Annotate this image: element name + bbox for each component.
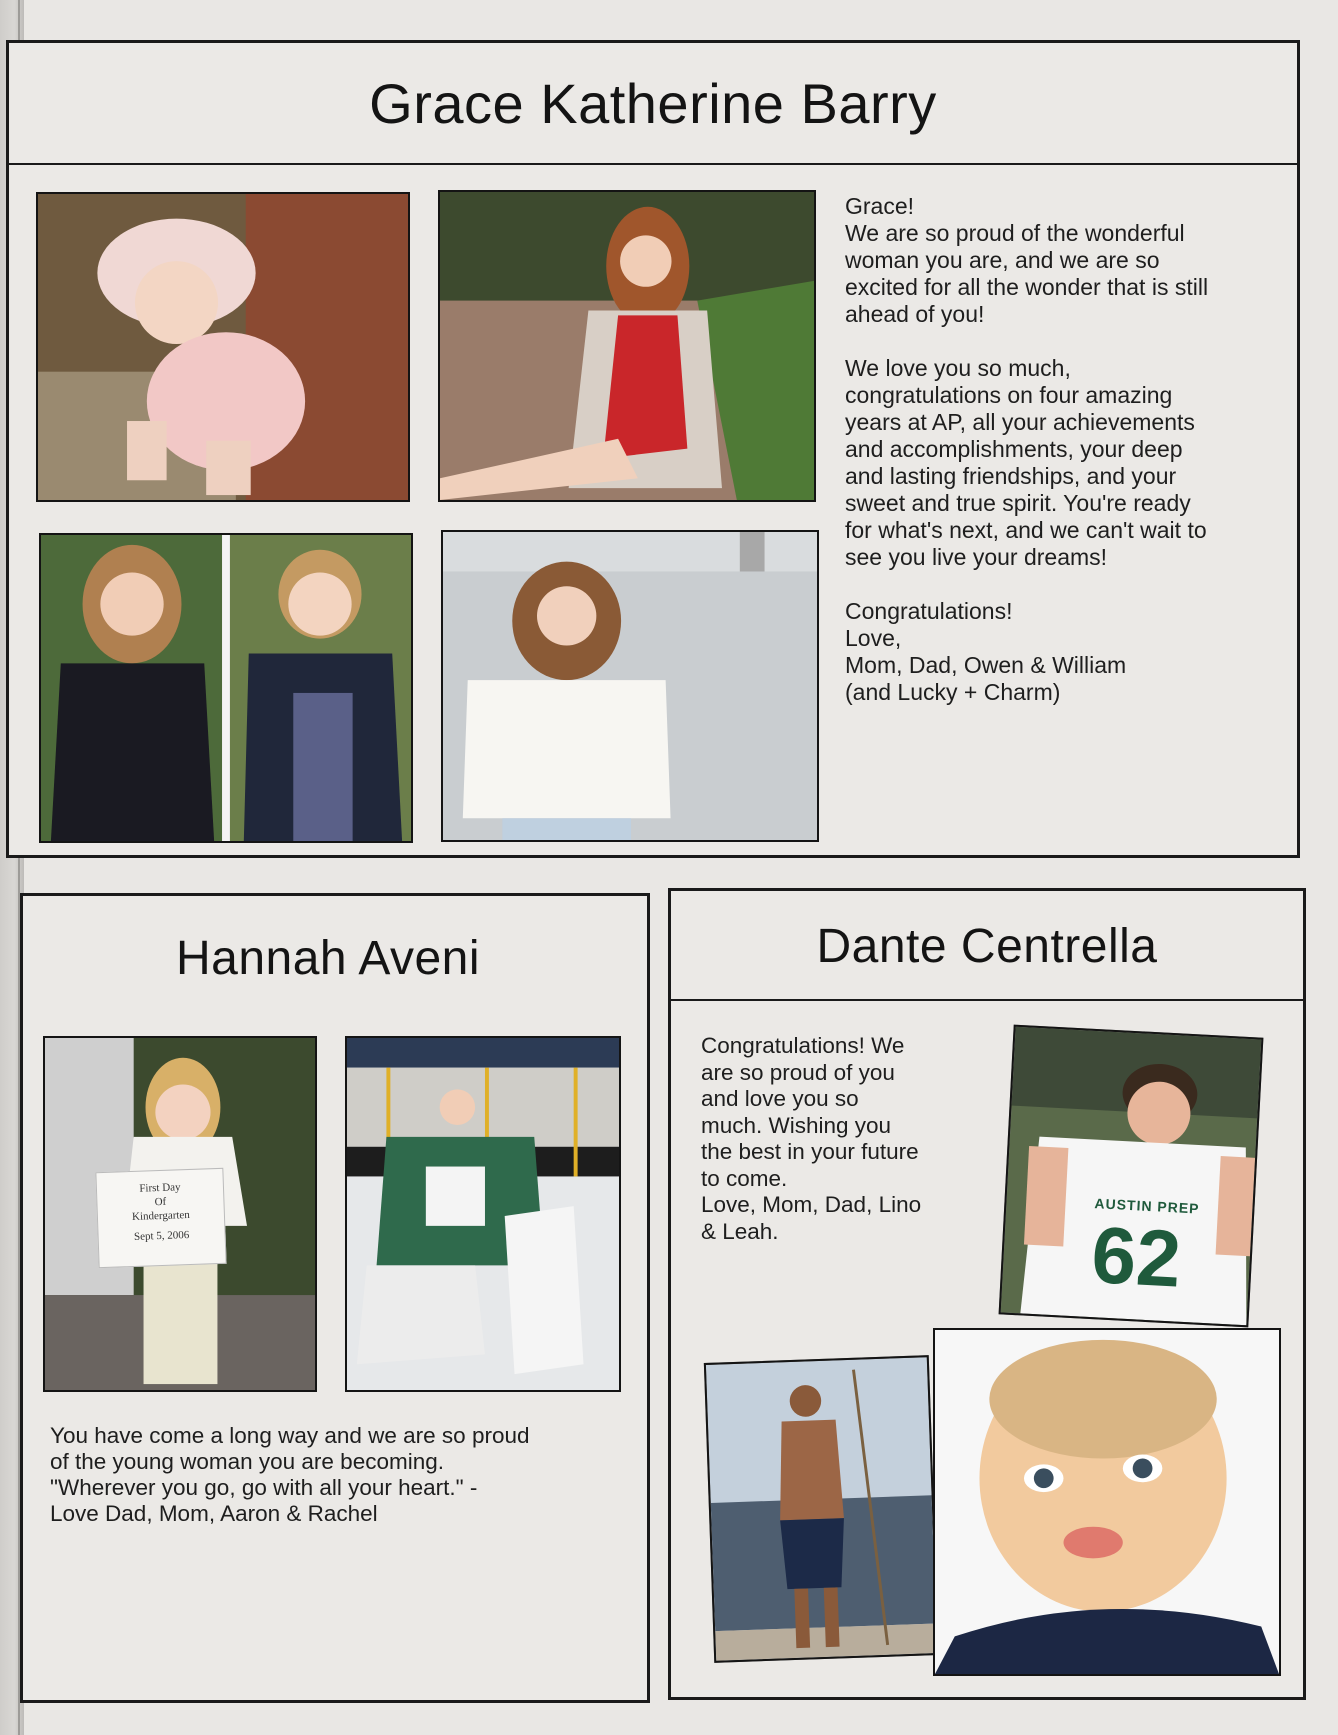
grace-red-dress-photo	[438, 190, 816, 502]
grace-title-bar	[9, 43, 1297, 165]
message-line: are so proud of you	[701, 1059, 895, 1085]
message-line: years at AP, all your achievements	[845, 409, 1195, 435]
message-line: for what's next, and we can't wait to	[845, 517, 1207, 543]
grace-sweater-photo	[441, 530, 819, 842]
message-line: Love, Mom, Dad, Lino	[701, 1192, 922, 1217]
dante-name-title: Dante Centrella	[816, 920, 1158, 973]
message-line: Mom, Dad, Owen & William	[845, 652, 1127, 678]
grace-section	[6, 40, 1300, 858]
dante-fishing-photo	[704, 1355, 939, 1663]
message-line: woman you are, and we are so	[845, 247, 1160, 273]
message-line: the best in your future	[701, 1139, 919, 1164]
message-line: of the young woman you are becoming.	[50, 1449, 444, 1474]
message-line: and accomplishments, your deep	[845, 436, 1183, 462]
hannah-message	[50, 1423, 640, 1527]
message-line: Love Dad, Mom, Aaron & Rachel	[50, 1501, 378, 1526]
dante-title-bar	[671, 891, 1303, 1001]
grace-baby-photo	[36, 192, 410, 502]
kindergarten-sign	[95, 1168, 226, 1268]
hannah-section	[20, 893, 650, 1703]
sign-line: Sept 5, 2006	[133, 1229, 190, 1243]
sign-line: Kindergarten	[131, 1208, 191, 1224]
jersey-text: AUSTIN PREP	[1094, 1195, 1200, 1217]
dante-baby-photo	[933, 1328, 1281, 1676]
message-line: and lasting friendships, and your	[845, 463, 1177, 489]
message-line: & Leah.	[701, 1218, 779, 1244]
message-line: and love you so	[701, 1086, 859, 1111]
message-line: excited for all the wonder that is still	[845, 274, 1209, 300]
dante-football-photo	[999, 1025, 1264, 1328]
message-line: congratulations on four amazing	[845, 382, 1173, 408]
message-line: "Wherever you go, go with all your heart." -	[50, 1475, 478, 1500]
message-line: to come.	[701, 1165, 788, 1191]
message-line: Congratulations!	[845, 598, 1013, 624]
message-line: sweet and true spirit. You're ready	[845, 490, 1191, 516]
sign-line: First Day	[139, 1181, 181, 1195]
message-line: ahead of you!	[845, 301, 985, 327]
sign-line: Of	[154, 1195, 167, 1209]
hannah-hockey-photo	[345, 1036, 621, 1392]
message-line: We love you so much,	[845, 355, 1071, 381]
grace-childhood-photos	[39, 533, 413, 843]
hannah-kindergarten-photo	[43, 1036, 317, 1392]
dante-message	[701, 1033, 1001, 1245]
message-line: Congratulations! We	[701, 1033, 905, 1058]
message-line: much. Wishing you	[701, 1112, 892, 1138]
message-line: Grace!	[845, 193, 915, 219]
jersey-number: 62	[1089, 1210, 1184, 1304]
hannah-name-title: Hannah Aveni	[175, 932, 481, 985]
message-line: You have come a long way and we are so proud	[50, 1423, 530, 1448]
dante-section	[668, 888, 1306, 1700]
grace-name-title: Grace Katherine Barry	[369, 72, 937, 135]
grace-message	[845, 193, 1285, 706]
message-line: (and Lucky + Charm)	[845, 679, 1061, 705]
message-line: Love,	[845, 625, 902, 651]
message-line: We are so proud of the wonderful	[845, 220, 1185, 246]
message-line: see you live your dreams!	[845, 544, 1108, 570]
